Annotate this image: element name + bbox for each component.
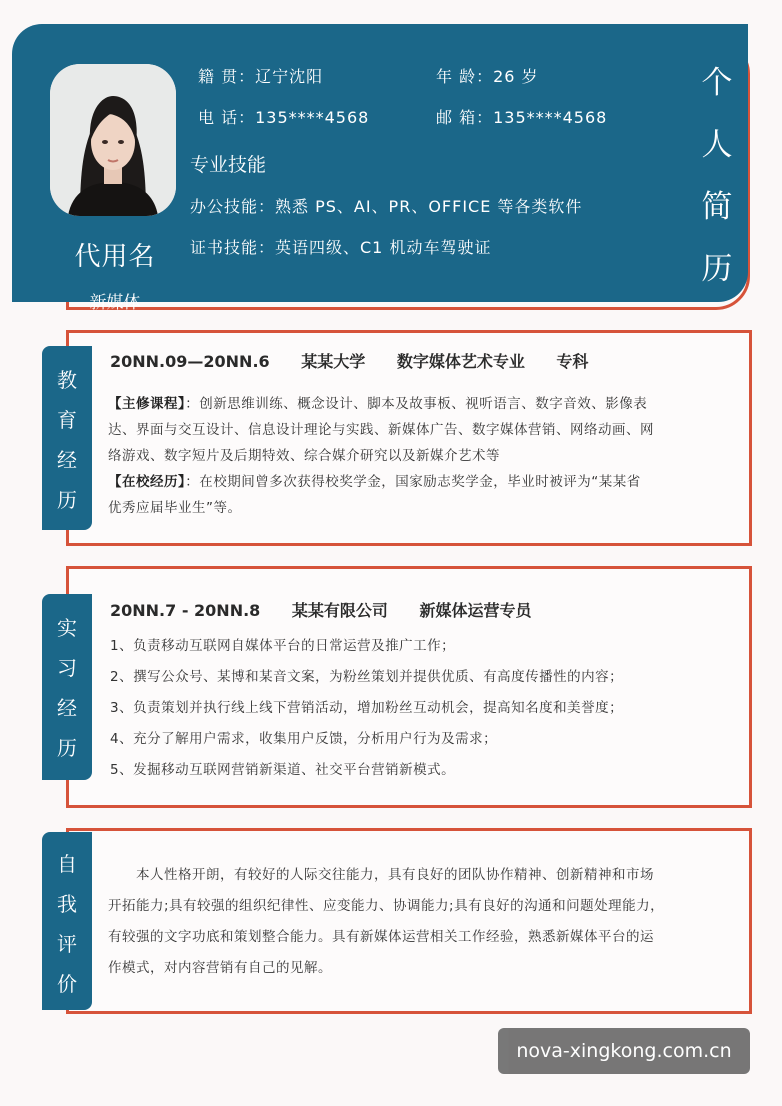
tab-char: 育 <box>57 408 77 432</box>
cert-skills: 证书技能：英语四级、C1 机动车驾驶证 <box>190 238 492 257</box>
self-eval-line: 有较强的文字功底和策划整合能力。具有新媒体运营相关工作经验，熟悉新媒体平台的运 <box>108 929 654 945</box>
education-school: 某某大学 <box>301 352 366 371</box>
self-eval-line: 开拓能力;具有较强的组织纪律性、应变能力、协调能力;具有良好的沟通和问题处理能力， <box>108 898 665 914</box>
skills-title: 专业技能 <box>190 154 267 176</box>
education-degree: 专科 <box>556 352 589 371</box>
site-watermark: nova-xingkong.com.cn <box>498 1028 750 1074</box>
education-tab <box>42 346 92 530</box>
courses-line: ：创新思维训练、概念设计、脚本及故事板、视听语言、数字音效、影像表 <box>185 396 648 412</box>
header-panel <box>12 24 748 313</box>
candidate-name: 代用名 <box>74 242 156 272</box>
education-heading <box>110 349 588 372</box>
self-eval-line: 作模式，对内容营销有自己的见解。 <box>108 960 332 976</box>
title-char: 简 <box>701 189 733 225</box>
age: 年 龄：26 岁 <box>436 67 539 86</box>
internship-heading <box>110 598 531 621</box>
phone: 电 话：135****4568 <box>198 108 370 127</box>
tab-char: 价 <box>57 972 77 996</box>
title-char: 个 <box>701 65 733 101</box>
tab-char: 实 <box>57 616 77 640</box>
self-eval-text <box>108 860 726 984</box>
portrait-image <box>50 64 176 216</box>
internship-item: 4、充分了解用户需求，收集用户反馈，分析用户行为及需求； <box>110 731 498 747</box>
internship-company: 某某有限公司 <box>291 601 388 620</box>
internship-period: 20NN.7 - 20NN.8 <box>110 601 261 620</box>
profile-photo <box>50 64 176 216</box>
school-exp-line: 优秀应届毕业生”等。 <box>108 500 242 516</box>
internship-item: 2、撰写公众号、某博和某音文案，为粉丝策划并提供优质、有高度传播性的内容； <box>110 669 624 685</box>
tab-char: 教 <box>57 368 77 392</box>
internship-tab <box>42 594 92 780</box>
email: 邮 箱：135****4568 <box>436 108 608 127</box>
tab-char: 历 <box>57 488 77 512</box>
hometown: 籍 贯：辽宁沈阳 <box>198 67 324 86</box>
internship-position: 新媒体运营专员 <box>419 601 532 620</box>
education-period: 20NN.09—20NN.6 <box>110 352 270 371</box>
school-exp-line: ：在校期间曾多次获得校奖学金，国家励志奖学金，毕业时被评为“某某省 <box>185 474 641 490</box>
tab-char: 历 <box>57 736 77 760</box>
candidate-role: 新媒体 <box>89 293 141 313</box>
courses-label: 【主修课程】 <box>108 396 186 412</box>
education-details <box>108 391 726 521</box>
office-skills: 办公技能：熟悉 PS、AI、PR、OFFICE 等各类软件 <box>190 197 583 216</box>
title-char: 人 <box>701 127 733 163</box>
internship-item: 5、发掘移动互联网营销新渠道、社交平台营销新模式。 <box>110 762 456 778</box>
courses-line: 络游戏、数字短片及后期特效、综合媒介研究以及新媒介艺术等 <box>108 448 500 464</box>
self-eval-tab <box>42 832 92 1010</box>
tab-char: 我 <box>57 892 77 916</box>
courses-line: 达、界面与交互设计、信息设计理论与实践、新媒体广告、数字媒体营销、网络动画、网 <box>108 422 654 438</box>
tab-char: 习 <box>57 656 77 680</box>
tab-char: 经 <box>57 448 77 472</box>
title-char: 历 <box>701 251 733 287</box>
resume-title <box>694 52 740 300</box>
self-eval-line: 本人性格开朗，有较好的人际交往能力，具有良好的团队协作精神、创新精神和市场 <box>136 867 654 883</box>
education-major: 数字媒体艺术专业 <box>396 352 525 371</box>
tab-char: 自 <box>57 852 77 876</box>
school-exp-label: 【在校经历】 <box>108 474 186 490</box>
internship-item: 3、负责策划并执行线上线下营销活动，增加粉丝互动机会，提高知名度和美誉度； <box>110 700 624 716</box>
tab-char: 经 <box>57 696 77 720</box>
tab-char: 评 <box>57 932 77 956</box>
internship-item: 1、负责移动互联网自媒体平台的日常运营及推广工作； <box>110 638 456 654</box>
